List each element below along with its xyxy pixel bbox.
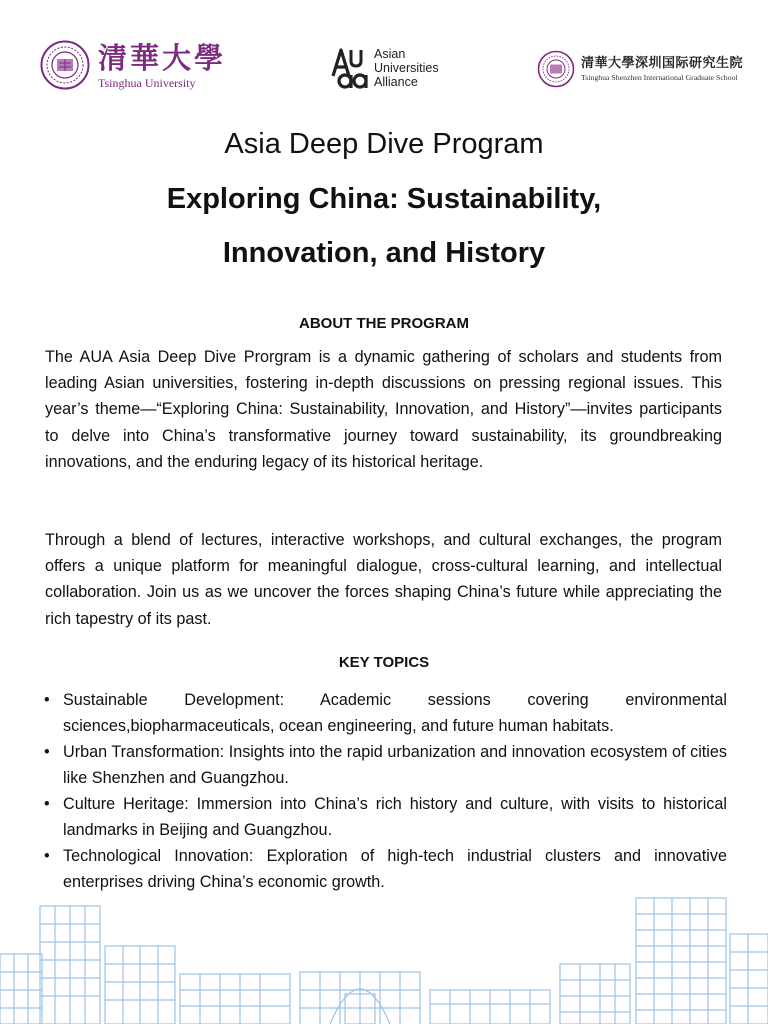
bullet-icon: • <box>44 743 50 761</box>
tsinghua-chinese-name: 清華大學 <box>98 40 227 75</box>
main-title-line-1: Exploring China: Sustainability, <box>166 183 602 215</box>
bullet-icon: • <box>44 691 50 709</box>
key-topics-heading: KEY TOPICS <box>338 654 430 671</box>
list-item <box>44 739 727 791</box>
aua-name-line-3: Alliance <box>374 75 418 89</box>
sigs-logo <box>537 50 743 88</box>
topic-text: Urban Transformation: Insights into the rapid urbanization and innovation ecosystem of cities like Shenzhen and Guangzhou. <box>63 743 727 787</box>
about-paragraph-2: Through a blend of lectures, interactive workshops, and cultural exchanges, the program offers a unique platform for meaningful dialogue, cross-cultural learning, and intellectual collaboration. Join us as we uncover the forces shaping China’s future while appreciating the rich tapestry of its past. <box>45 531 722 628</box>
aua-logo <box>330 46 439 90</box>
key-topics-list <box>44 687 727 895</box>
list-item <box>44 791 727 843</box>
topic-text: Culture Heritage: Immersion into China’s rich history and culture, with visits to historical landmarks in Beijing and Guangzhou. <box>63 795 727 839</box>
sigs-chinese-name: 清華大學深圳国际研究生院 <box>581 56 744 71</box>
tsinghua-seal-icon <box>40 40 90 90</box>
tsinghua-english-name: Tsinghua University <box>98 75 196 90</box>
topic-text: Sustainable Development: Academic sessions covering environmental sciences,biopharmaceuticals, ocean engineering, and future human habitats. <box>63 691 727 735</box>
about-heading: ABOUT THE PROGRAM <box>299 315 469 332</box>
list-item <box>44 687 727 739</box>
about-paragraph-1: The AUA Asia Deep Dive Prorgram is a dynamic gathering of scholars and students from leading Asian universities, fostering in-depth discussions on pressing regional issues. This year’s theme—“Exploring China: Sustainability, Innovation, and History”—invites participants to delve into China’s transformative journey toward sustainability, its groundbreaking innovations, and the enduring legacy of its historical heritage. <box>45 348 722 471</box>
aua-name-line-2: Universities <box>374 61 439 75</box>
topic-text: Technological Innovation: Exploration of high-tech industrial clusters and innovative enterprises driving China’s economic growth. <box>63 847 727 891</box>
bullet-icon: • <box>44 795 50 813</box>
bullet-icon: • <box>44 847 50 865</box>
list-item <box>44 843 727 895</box>
aua-mark-icon <box>330 46 368 90</box>
header-logos <box>0 40 768 102</box>
main-title-line-2: Innovation, and History <box>222 237 546 269</box>
sigs-english-name: Tsinghua Shenzhen International Graduate School <box>581 73 738 82</box>
tsinghua-logo <box>40 40 226 90</box>
sigs-seal-icon <box>537 50 575 88</box>
program-title: Asia Deep Dive Program <box>224 128 544 160</box>
aua-name-line-1: Asian <box>374 47 406 61</box>
main-title <box>0 172 768 280</box>
campus-skyline-illustration <box>0 894 768 1024</box>
